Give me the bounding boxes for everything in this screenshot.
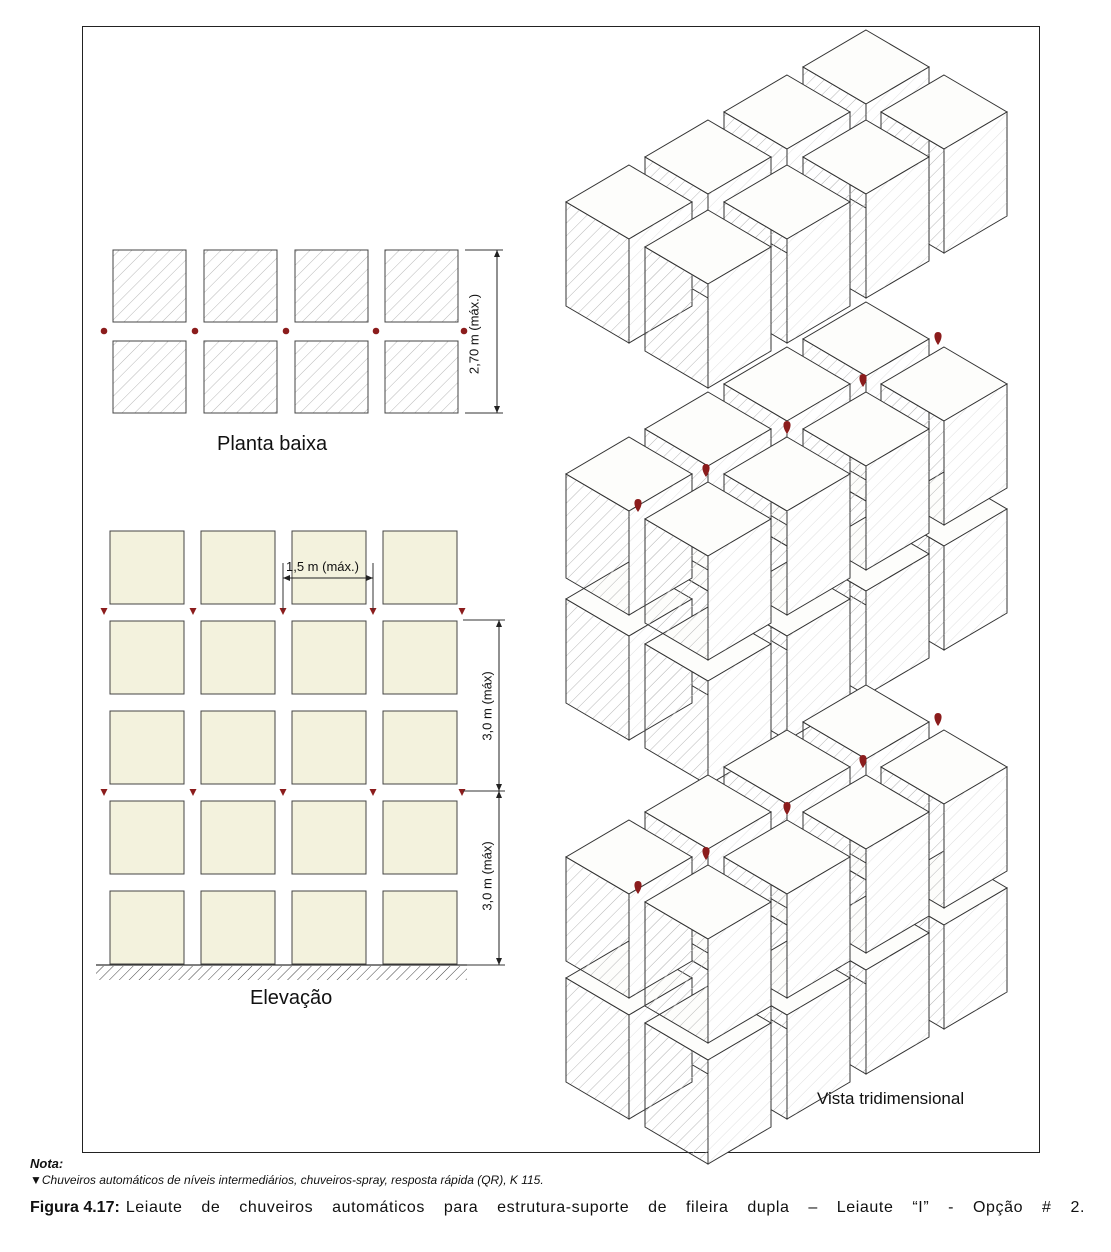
plan-box	[113, 250, 186, 322]
elevation-box	[383, 711, 457, 784]
elevation-box	[110, 531, 184, 604]
plan-box	[204, 341, 277, 413]
elevation-box	[110, 621, 184, 694]
dimension-horizontal: 1,5 m (máx.)	[286, 559, 359, 574]
plan-box	[295, 341, 368, 413]
dimension-elev-lower-arrow	[496, 791, 502, 965]
figure-caption	[30, 1199, 1085, 1217]
plan-box	[113, 341, 186, 413]
sprinkler-marker-icon	[459, 789, 466, 796]
sprinkler-marker-icon: ▼	[30, 1173, 42, 1187]
sprinkler-marker-icon	[370, 789, 377, 796]
elevation-box	[110, 891, 184, 964]
elevation-box	[110, 801, 184, 874]
arrowhead-icon	[494, 250, 500, 257]
elevation-box	[292, 621, 366, 694]
elevation-box	[201, 621, 275, 694]
sprinkler-marker-icon	[190, 608, 197, 615]
elevation-box	[383, 801, 457, 874]
elevation-box	[201, 531, 275, 604]
note-text	[30, 1173, 544, 1187]
dimension-planta-arrow	[494, 250, 500, 413]
vista-tridimensional-title: Vista tridimensional	[817, 1089, 965, 1108]
plan-box	[295, 250, 368, 322]
elevation-box	[201, 711, 275, 784]
arrowhead-icon	[496, 958, 502, 965]
vista-tridimensional	[566, 30, 1007, 1164]
pin-shape	[934, 332, 941, 345]
planta-baixa-title: Planta baixa	[217, 433, 328, 455]
arrowhead-icon	[283, 575, 290, 581]
sprinkler-pin-icon	[934, 332, 941, 345]
sprinkler-marker-icon	[280, 789, 287, 796]
note-label: Nota:	[30, 1156, 64, 1171]
upper-tier-cube	[645, 210, 771, 388]
elevation-box	[383, 621, 457, 694]
note-body: Chuveiros automáticos de níveis intermediários, chuveiros-spray, resposta rápida (QR), K 115.	[41, 1173, 544, 1187]
elevation-box	[110, 711, 184, 784]
elevation-box	[383, 891, 457, 964]
sprinkler-dot-icon	[373, 328, 380, 335]
elevation-box	[292, 711, 366, 784]
middle-upper-tier-cube	[645, 482, 771, 660]
sprinkler-marker-icon	[101, 608, 108, 615]
elevacao-title: Elevação	[250, 987, 333, 1009]
elevation-box	[383, 531, 457, 604]
elevation-box	[201, 801, 275, 874]
sprinkler-dot-icon	[101, 328, 108, 335]
pin-shape	[934, 713, 941, 726]
lower-upper-tier-cube	[645, 865, 771, 1043]
sprinkler-marker-icon	[190, 789, 197, 796]
sprinkler-marker-icon	[459, 608, 466, 615]
arrowhead-icon	[366, 575, 373, 581]
sprinkler-dot-icon	[192, 328, 199, 335]
plan-box	[385, 341, 458, 413]
dimension-planta-depth: 2,70 m (máx.)	[466, 293, 482, 375]
dimension-elevation-lower: 3,0 m (máx)	[479, 841, 495, 911]
elevacao-view	[96, 531, 505, 980]
planta-baixa-plan	[101, 250, 503, 413]
plan-box	[385, 250, 458, 322]
sprinkler-marker-icon	[101, 789, 108, 796]
arrowhead-icon	[496, 620, 502, 627]
ground-hatch	[96, 966, 467, 980]
arrowhead-icon	[496, 784, 502, 791]
dimension-elevation-upper: 3,0 m (máx)	[479, 671, 495, 741]
elevation-box	[292, 891, 366, 964]
elevation-box	[201, 891, 275, 964]
figure-caption-text: Leiaute de chuveiros automáticos para estrutura-suporte de fileira dupla – Leiaute “I” - Opção # 2.	[125, 1199, 1085, 1216]
plan-box	[204, 250, 277, 322]
sprinkler-pin-icon	[934, 713, 941, 726]
elevation-box	[292, 801, 366, 874]
dimension-elev-upper-arrow	[496, 620, 502, 791]
arrowhead-icon	[496, 791, 502, 798]
arrowhead-icon	[494, 406, 500, 413]
figure-number: Figura 4.17:	[30, 1199, 120, 1216]
sprinkler-dot-icon	[283, 328, 290, 335]
